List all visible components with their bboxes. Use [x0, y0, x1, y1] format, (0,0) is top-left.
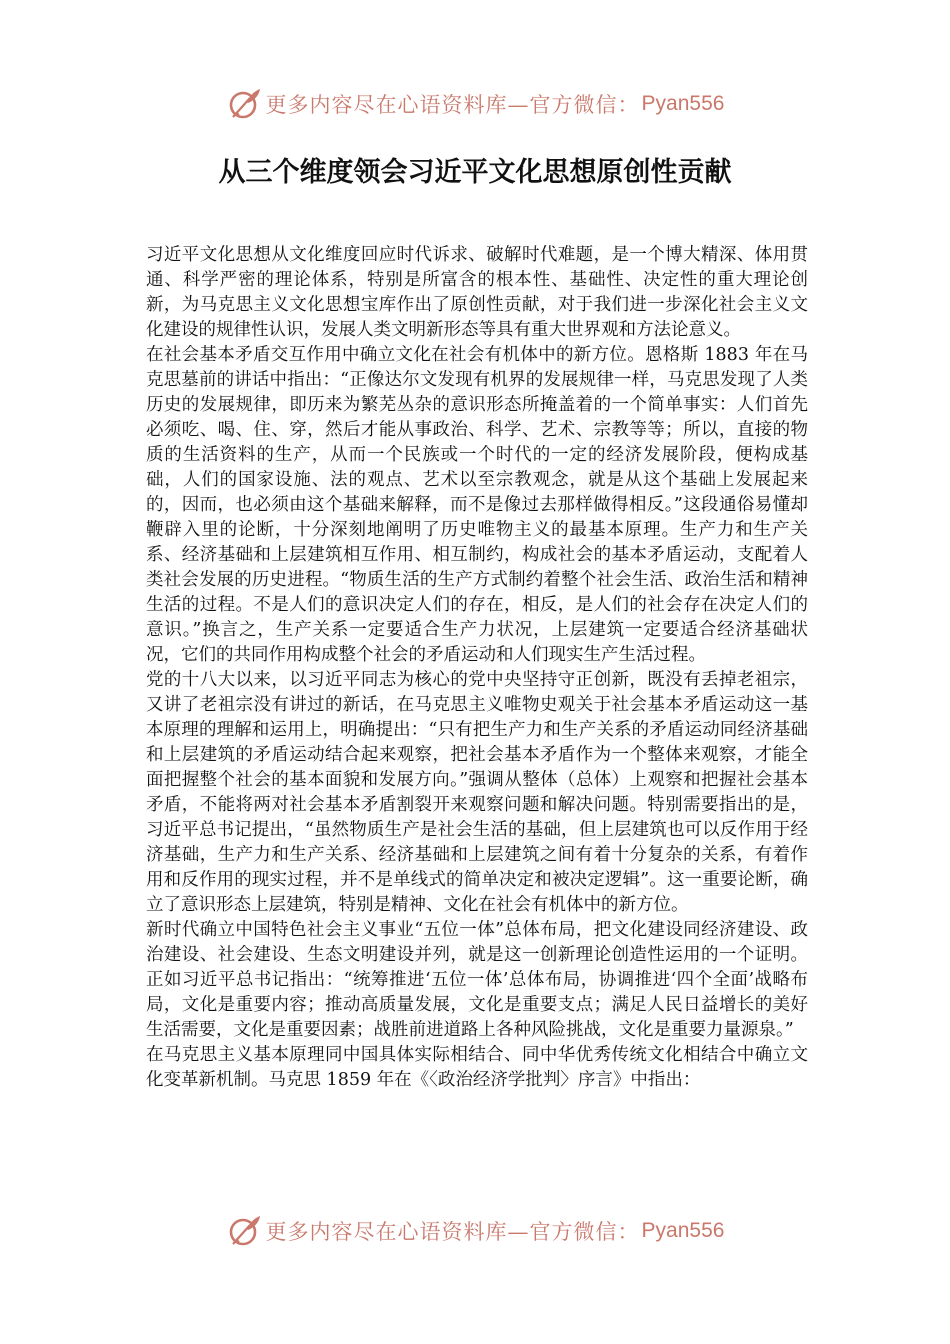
- header-banner: [0, 84, 950, 124]
- footer-banner: [0, 1211, 950, 1251]
- document-title: 从三个维度领会习近平文化思想原创性贡献: [218, 157, 732, 188]
- wechat-id: Pyan556: [641, 92, 725, 115]
- paragraph-3: 党的十八大以来，以习近平同志为核心的党中央坚持守正创新，既没有丢掉老祖宗，又讲了老祖宗没有讲过的新话，在马克思主义唯物史观关于社会基本矛盾运动这一基本原理的理解和运用上，明确提出：“只有把生产力和生产关系的矛盾运动同经济基础和上层建筑的矛盾运动结合起来观察，把社会基本矛盾作为一个整体来观察，才能全面把握整个社会的基本面貌和发展方向。”强调从整体（总体）上观察和把握社会基本矛盾，不能将两对社会基本矛盾割裂开来观察问题和解决问题。特别需要指出的是，习近平总书记提出，“虽然物质生产是社会生活的基础，但上层建筑也可以反作用于经济基础，生产力和生产关系、经济基础和上层建筑之间有着十分复杂的关系，有着作用和反作用的现实过程，并不是单线式的简单决定和被决定逻辑”。这一重要论断，确立了意识形态上层建筑，特别是精神、文化在社会有机体中的新方位。: [146, 670, 808, 915]
- paragraph-2: 在社会基本矛盾交互作用中确立文化在社会有机体中的新方位。恩格斯 1883 年在马克思墓前的讲话中指出：“正像达尔文发现有机界的发展规律一样，马克思发现了人类历史的发展规律，即历来为繁芜丛杂的意识形态所掩盖着的一个简单事实：人们首先必须吃、喝、住、穿，然后才能从事政治、科学、艺术、宗教等等；所以，直接的物质的生活资料的生产，从而一个民族或一个时代的一定的经济发展阶段，便构成基础，人们的国家设施、法的观点、艺术以至宗教观念，就是从这个基础上发展起来的，因而，也必须由这个基础来解释，而不是像过去那样做得相反。”这段通俗易懂却鞭辟入里的论断，十分深刻地阐明了历史唯物主义的最基本原理。生产力和生产关系、经济基础和上层建筑相互作用、相互制约，构成社会的基本矛盾运动，支配着人类社会发展的历史进程。“物质生活的生产方式制约着整个社会生活、政治生活和精神生活的过程。不是人们的意识决定人们的存在，相反，是人们的社会存在决定人们的意识。”换言之，生产关系一定要适合生产力状况，上层建筑一定要适合经济基础状况，它们的共同作用构成整个社会的矛盾运动和人们现实生产生活过程。: [146, 345, 808, 665]
- article-body: [146, 243, 808, 1093]
- paragraph-1: 习近平文化思想从文化维度回应时代诉求、破解时代难题，是一个博大精深、体用贯通、科学严密的理论体系，特别是所富含的根本性、基础性、决定性的重大理论创新，为马克思主义文化思想宝库作出了原创性贡献，对于我们进一步深化社会主义文化建设的规律性认识，发展人类文明新形态等具有重大世界观和方法论意义。: [146, 245, 808, 340]
- banner-content: [226, 86, 725, 122]
- quill-circle-logo-icon: [226, 86, 262, 122]
- banner-text: 更多内容尽在心语资料库—官方微信：: [265, 1220, 640, 1244]
- paragraph-5: 在马克思主义基本原理同中国具体实际相结合、同中华优秀传统文化相结合中确立文化变革新机制。马克思 1859 年在《〈政治经济学批判〉序言》中指出：: [146, 1045, 808, 1090]
- paragraph-4: 新时代确立中国特色社会主义事业“五位一体”总体布局，把文化建设同经济建设、政治建设、社会建设、生态文明建设并列，就是这一创新理论创造性运用的一个证明。正如习近平总书记指出：“统筹推进‘五位一体’总体布局，协调推进‘四个全面’战略布局，文化是重要内容；推动高质量发展，文化是重要支点；满足人民日益增长的美好生活需要，文化是重要因素；战胜前进道路上各种风险挑战，文化是重要力量源泉。”: [146, 920, 808, 1040]
- banner-text: 更多内容尽在心语资料库—官方微信：: [265, 93, 640, 117]
- wechat-id: Pyan556: [641, 1219, 725, 1242]
- banner-content: [226, 1213, 725, 1249]
- quill-circle-logo-icon: [226, 1213, 262, 1249]
